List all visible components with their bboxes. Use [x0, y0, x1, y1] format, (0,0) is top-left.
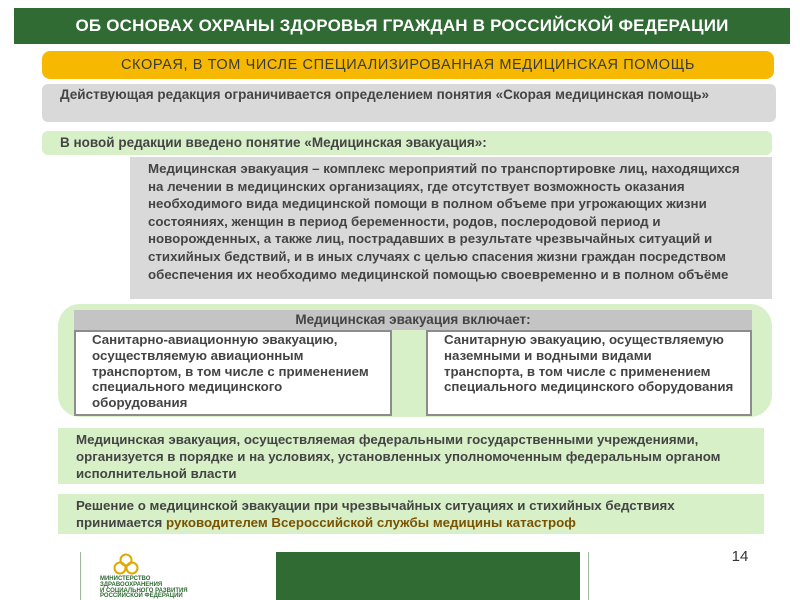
ministry-name-line: РОССИЙСКОЙ ФЕДЕРАЦИИ: [100, 593, 183, 600]
footer-divider-right: [588, 552, 589, 600]
footer-divider-left: [80, 552, 81, 600]
air-evacuation-box: Санитарно-авиационную эвакуацию, осуществляемую авиационным транспортом, в том числе с применением специального медицинского оборудования: [74, 330, 392, 416]
ministry-name: [100, 577, 290, 600]
footer-bar: [276, 552, 580, 600]
current-edition-box: Действующая редакция ограничивается определением понятия «Скорая медицинская помощь»: [42, 84, 776, 122]
page-number: 14: [731, 548, 749, 565]
definition-box: Медицинская эвакуация – комплекс мероприятий по транспортировке лиц, находящихся на лечении в медицинских организациях, где отсутствует возможность оказания необходимого вида медицинской помощи в полном объеме при угрожающих жизни состояниях, женщин в период беременности, родов, послеродовой период и новорожденных, а также лиц, пострадавших в результате чрезвычайных ситуаций и стихийных бедствий, и в иных случаях с целью спасения жизни граждан посредством обеспечения их необходимо медицинской помощью своевременно и в полном объёме: [130, 157, 772, 299]
slide-title: ОБ ОСНОВАХ ОХРАНЫ ЗДОРОВЬЯ ГРАЖДАН В РОССИЙСКОЙ ФЕДЕРАЦИИ: [14, 8, 790, 44]
ministry-name-line: ЗДРАВООХРАНЕНИЯ: [100, 581, 163, 588]
ground-evacuation-box: Санитарную эвакуацию, осуществляемую наземными и водными видами транспорта, в том числе с применением специального медицинского оборудования: [426, 330, 752, 416]
federal-note-box: Медицинская эвакуация, осуществляемая федеральными государственными учреждениями, организуется в порядке и на условиях, установленных уполномоченным федеральным органом исполнительной власти: [58, 428, 764, 484]
decision-box: [58, 494, 764, 534]
ministry-logo-icon: [112, 553, 140, 577]
ministry-name-line: МИНИСТЕРСТВО: [100, 576, 151, 582]
decision-highlight: руководителем Всероссийской службы медицины катастроф: [166, 515, 576, 530]
includes-header: Медицинская эвакуация включает:: [74, 310, 752, 330]
decision-text: Решение о медицинской эвакуации при чрезвычайных ситуациях и стихийных бедствиях принимается: [76, 498, 675, 530]
ministry-name-line: И СОЦИАЛЬНОГО РАЗВИТИЯ: [100, 587, 188, 594]
new-edition-box: В новой редакции введено понятие «Медицинская эвакуация»:: [42, 131, 772, 155]
slide-subtitle: СКОРАЯ, В ТОМ ЧИСЛЕ СПЕЦИАЛИЗИРОВАННАЯ МЕДИЦИНСКАЯ ПОМОЩЬ: [42, 51, 774, 79]
